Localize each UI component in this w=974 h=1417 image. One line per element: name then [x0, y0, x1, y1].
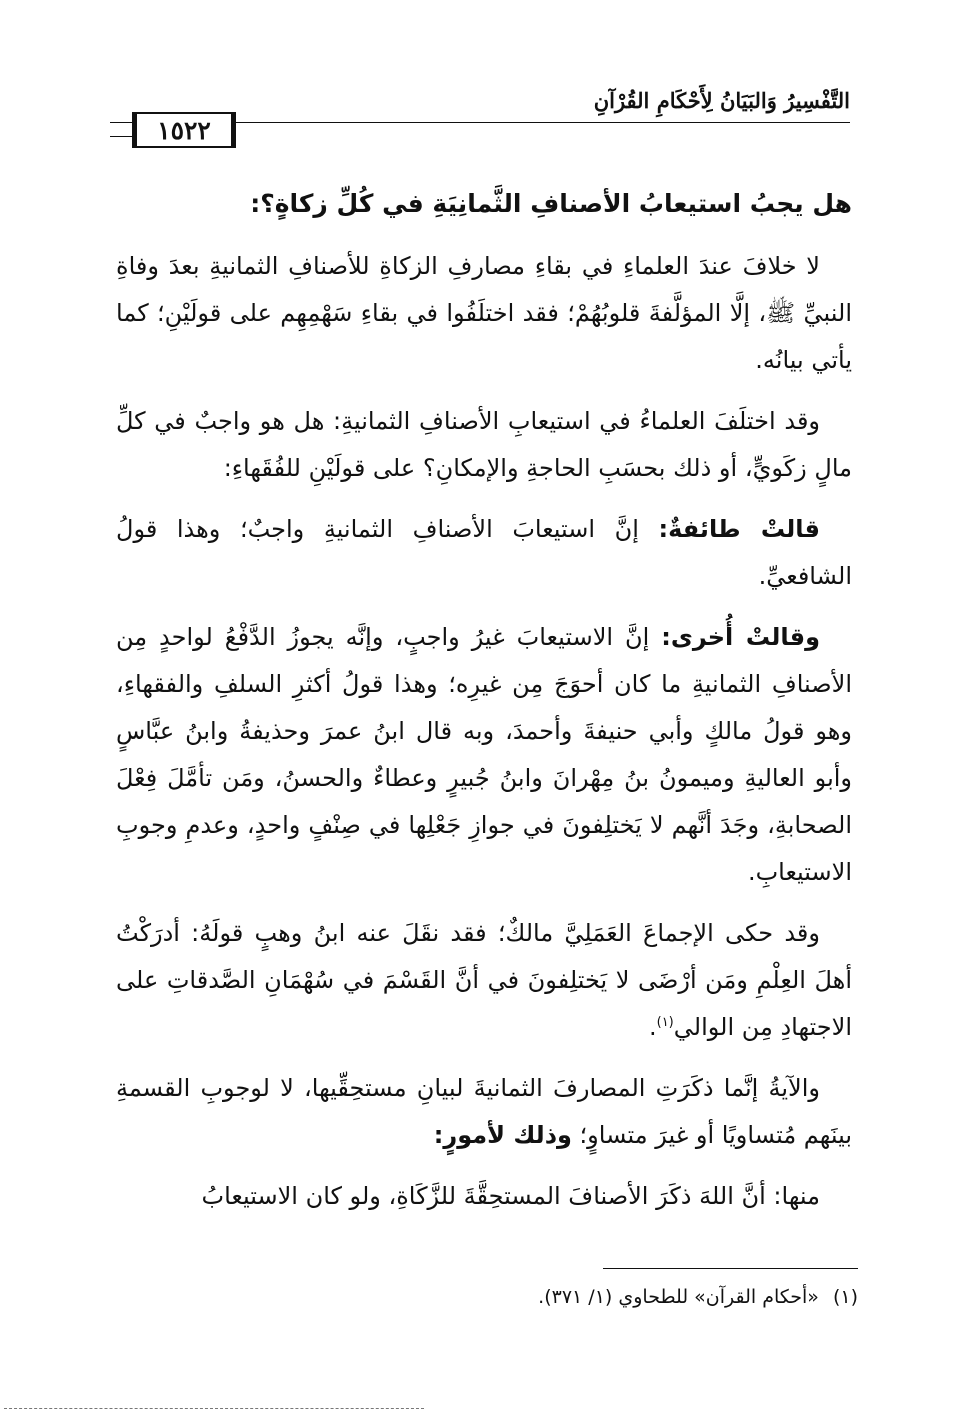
page-header	[110, 88, 850, 158]
footnote	[122, 1282, 858, 1312]
footnote-reference: (١)	[656, 1015, 674, 1030]
paragraph-4-lead: وقالتْ أُخرى:	[661, 623, 820, 651]
paragraph-6-text: والآيةُ إنَّما ذكَرَتِ المصارفَ الثمانيةَ لبيانِ مستحِقِّيها، لا لوجوبِ القسمةِ بينَهم مُتساويًا أو غيرَ متساوٍ؛	[116, 1074, 852, 1149]
running-title: التَّفْسِيرُ وَالبَيَانُ لِأَحْكَامِ القُرْآنِ	[593, 88, 850, 113]
paragraph-1: لا خلافَ عندَ العلماءِ في بقاءِ مصارفِ الزكاةِ للأصنافِ الثمانيةِ بعدَ وفاةِ النبيِّ ﷺ، إلَّا المؤلَّفةَ قلوبُهُمْ؛ فقد اختلَفُوا في بقاءِ سَهْمِهِم على قولَيْنِ؛ كما يأتي بيانُه.	[116, 252, 852, 374]
paragraph-5-end: .	[648, 1013, 657, 1041]
paragraph-3-text: إنَّ استيعابَ الأصنافِ الثمانيةِ واجبٌ؛ وهذا قولُ الشافعيِّ.	[116, 515, 852, 590]
page-body	[116, 180, 852, 1234]
page-number-box	[132, 112, 236, 148]
paragraph-5	[116, 910, 852, 1051]
paragraph-3-lead: قالتْ طائفةٌ:	[658, 515, 820, 543]
paragraph-2: وقد اختلَفَ العلماءُ في استيعابِ الأصنافِ الثمانيةِ: هل هو واجبٌ في كلِّ مالٍ زكَويٍّ، أو ذلك بحسَبِ الحاجةِ والإمكانِ؟ على قولَيْنِ للفُقَهاءِ:	[116, 407, 852, 482]
paragraph-3	[116, 506, 852, 600]
footnote-separator	[603, 1268, 858, 1269]
paragraph-6-lead: وذلك لأمورٍ:	[433, 1121, 572, 1149]
footnote-number: (١)	[832, 1286, 858, 1308]
paragraph-4	[116, 614, 852, 896]
section-heading: هل يجبُ استيعابُ الأصنافِ الثَّمانِيَةِ في كُلِّ زكاةٍ؟:	[250, 189, 852, 218]
footnote-text: «أحكام القرآن» للطحاوي (١/ ٣٧١).	[538, 1286, 819, 1308]
paragraph-6	[116, 1065, 852, 1159]
paragraph-5-text: وقد حكى الإجماعَ العَمَلِيَّ مالكٌ؛ فقد نقَلَ عنه ابنُ وهبٍ قولَهُ: أدرَكْتُ أهلَ العِلْمِ ومَن أرْضَى لا يَختلِفونَ في أنَّ القَسْمَ في سُهْمَانِ الصَّدقاتِ على الاجتهادِ مِن الوالي	[116, 919, 852, 1041]
scan-edge-line	[4, 1408, 424, 1409]
page-number: ١٥٢٢	[157, 115, 211, 145]
paragraph-4-text: إنَّ الاستيعابَ غيرُ واجبٍ، وإنَّه يجوزُ الدَّفْعُ لواحدٍ مِن الأصنافِ الثمانيةِ ما كان أحوَجَ مِن غيرِه؛ وهذا قولُ أكثرِ السلفِ والفقهاءِ، وهو قولُ مالكٍ وأبي حنيفةَ وأحمدَ، وبه قال ابنُ عمرَ وحذيفةُ وابنُ عبَّاسٍ وأبو العاليةِ وميمونُ بنُ مِهْرانَ وابنُ جُبيرٍ وعطاءٌ والحسنُ، ومَن تأمَّلَ فِعْلَ الصحابةِ، وجَدَ أنَّهم لا يَختلِفونَ في جوازِ جَعْلِها في صِنْفٍ واحدٍ، وعدمِ وجوبِ الاستيعابِ.	[116, 623, 852, 886]
paragraph-7: منها: أنَّ اللهَ ذكَرَ الأصنافَ المستحِقَّةَ للزَّكَاةِ، ولو كان الاستيعابُ	[201, 1182, 820, 1210]
